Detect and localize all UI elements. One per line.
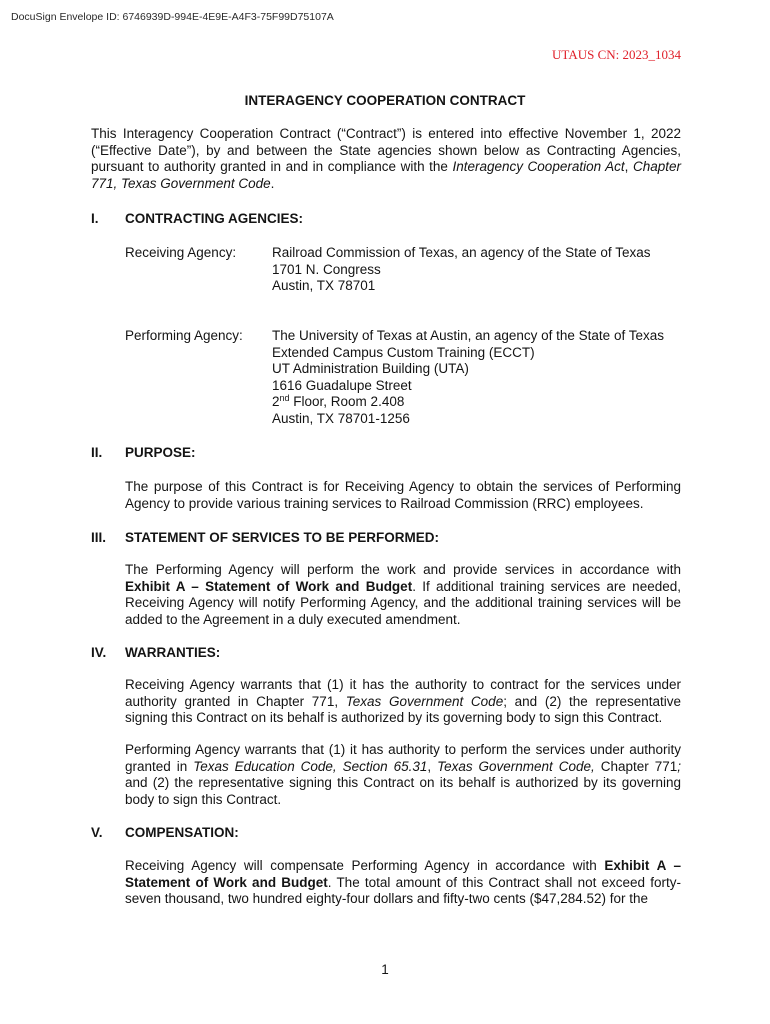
exhibit-a-reference: Exhibit A – Statement of Work and Budget <box>125 578 413 594</box>
warranty-text: Receiving Agency warrants that (1) it has the authority to contract for the services under authority granted in Chapter 771, <box>125 677 681 709</box>
warranty-separator: , <box>427 758 438 774</box>
floor-suffix: nd <box>279 393 290 404</box>
intro-act-name: Interagency Cooperation Act <box>452 159 625 175</box>
compensation-text-continued: . The total amount of this Contract shall not exceed forty-seven thousand, two hundred eighty-four dollars and fifty-two cents ($47,284.52) for the <box>125 874 681 907</box>
intro-separator: , <box>624 159 633 175</box>
floor-room: Floor, Room 2.408 <box>289 394 405 410</box>
warranty-education-code: Texas Education Code, Section 65.31 <box>193 758 428 774</box>
section-5-title: COMPENSATION: <box>125 825 239 840</box>
services-text: The Performing Agency will perform the work and provide services in accordance with <box>125 562 681 577</box>
section-3-title: STATEMENT OF SERVICES TO BE PERFORMED: <box>125 530 440 545</box>
page-number: 1 <box>381 962 389 977</box>
section-4-title: WARRANTIES: <box>125 645 221 660</box>
section-1-title: CONTRACTING AGENCIES: <box>125 211 303 226</box>
address-line: Austin, TX 78701-1256 <box>272 410 410 426</box>
warranties-performing-paragraph <box>125 742 681 808</box>
section-2-number: II. <box>91 445 103 460</box>
address-line: 1701 N. Congress <box>272 261 381 277</box>
address-line-floor <box>272 394 664 411</box>
purpose-paragraph: The purpose of this Contract is for Receiving Agency to obtain the services of Performing Agency to provide various training services to Railroad Commission (RRC) employees. <box>125 479 681 511</box>
address-line: Railroad Commission of Texas, an agency of the State of Texas <box>272 245 651 260</box>
warranty-text-continued: ; and (2) the representative signing this Contract on its behalf is authorized by its governing body to sign this Contract. <box>125 693 681 726</box>
performing-agency-label: Performing Agency: <box>125 328 243 343</box>
floor-number: 2 <box>272 394 280 410</box>
address-line: 1616 Guadalupe Street <box>272 377 412 393</box>
address-line: The University of Texas at Austin, an agency of the State of Texas <box>272 328 664 343</box>
services-text-continued: . If additional training services are needed, Receiving Agency will notify Performing Agency, and the additional training services will be added to the Agreement in a duly executed amendment. <box>125 578 681 627</box>
warranty-text: Performing Agency warrants that (1) it has authority to perform the services under authority granted in <box>125 742 681 774</box>
warranty-chapter: Chapter 771 <box>594 758 678 774</box>
intro-text: This Interagency Cooperation Contract (“Contract”) is entered into effective November 1, 2022 (“Effective Date”), by and between the State agencies shown below as Contracting Agencies, pursuant to authority granted in and in compliance with the <box>91 126 681 175</box>
warranty-text-continued: and (2) the representative signing this Contract on its behalf is authorized by its governing body to sign this Contract. <box>125 775 681 807</box>
section-3-number: III. <box>91 530 107 545</box>
section-2-title: PURPOSE: <box>125 445 196 460</box>
address-line: Extended Campus Custom Training (ECCT) <box>272 344 535 360</box>
compensation-paragraph <box>125 858 681 908</box>
services-paragraph <box>125 562 681 628</box>
address-line: UT Administration Building (UTA) <box>272 361 469 377</box>
section-4-number: IV. <box>91 645 107 660</box>
performing-agency-address <box>272 328 664 428</box>
intro-paragraph <box>91 126 681 192</box>
exhibit-a-reference: Exhibit A – Statement of Work and Budget <box>125 858 681 890</box>
intro-code-reference: Chapter 771, Texas Government Code <box>91 159 681 191</box>
intro-period: . <box>270 175 275 191</box>
receiving-agency-label: Receiving Agency: <box>125 245 237 260</box>
warranty-code-reference: Texas Government Code <box>345 693 504 709</box>
address-line: Austin, TX 78701 <box>272 278 376 294</box>
compensation-text: Receiving Agency will compensate Performing Agency in accordance with <box>125 858 605 873</box>
warranty-government-code: Texas Government Code, <box>437 758 595 774</box>
document-title: INTERAGENCY COOPERATION CONTRACT <box>244 93 526 108</box>
section-1-number: I. <box>91 211 99 226</box>
section-5-number: V. <box>91 825 103 840</box>
warranties-receiving-paragraph <box>125 677 681 727</box>
contract-number: UTAUS CN: 2023_1034 <box>552 47 681 62</box>
warranty-semicolon: ; <box>677 758 681 774</box>
docusign-envelope-id: DocuSign Envelope ID: 6746939D-994E-4E9E-A4F3-75F99D75107A <box>11 11 334 23</box>
receiving-agency-address <box>272 245 650 295</box>
